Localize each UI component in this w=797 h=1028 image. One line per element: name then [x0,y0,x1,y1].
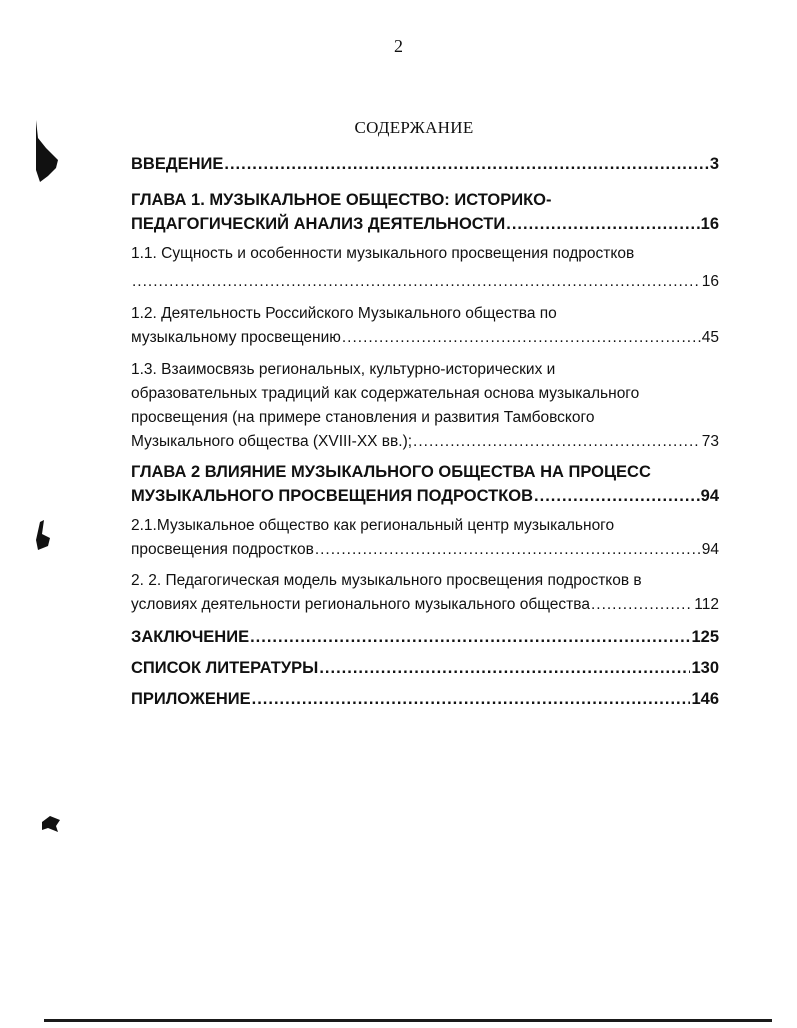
toc-page-number: 94 [701,541,719,558]
toc-entry-title-line: ПЕДАГОГИЧЕСКИЙ АНАЛИЗ ДЕЯТЕЛЬНОСТИ [131,215,506,233]
toc-entry-section-2-1[interactable] [131,514,719,562]
toc-entry-title-line: просвещения (на примере становления и развития Тамбовского [131,409,595,426]
page-bottom-rule [44,1019,772,1022]
scan-mark-mid-left [34,520,54,552]
toc-entry-references[interactable] [131,656,719,680]
contents-heading: СОДЕРЖАНИЕ [354,118,474,137]
scan-mark-low-left [40,814,62,834]
toc-entry-title: СПИСОК ЛИТЕРАТУРЫ [131,659,319,677]
leader-dots [224,152,708,176]
leader-dots [506,212,699,236]
toc-entry-appendix[interactable] [131,687,719,711]
toc-entry-title: ЗАКЛЮЧЕНИЕ [131,628,250,646]
toc-page-number: 16 [700,215,719,233]
page-number: 2 [394,36,403,56]
toc-entry-title-line: ГЛАВА 1. МУЗЫКАЛЬНОЕ ОБЩЕСТВО: ИСТОРИКО- [131,191,552,209]
leader-dots [534,484,700,508]
toc-entry-title-line: 2. 2. Педагогическая модель музыкального просвещения подростков в [131,572,642,589]
toc-entry-section-2-2[interactable] [131,569,719,617]
toc-entry-title-line: Музыкального общества (XVIII-XX вв.); [131,433,413,450]
leader-dots [413,430,701,454]
toc-page-number: 45 [701,329,719,346]
toc-page-number: 94 [700,487,719,505]
toc-entry-chapter-1[interactable] [131,188,719,236]
toc-page-number: 125 [691,628,719,646]
scan-mark-top-left [32,120,62,182]
toc-entry-chapter-2[interactable] [131,460,719,508]
toc-page-number: 112 [694,596,719,613]
toc-entry-title-line: музыкальному просвещению [131,329,341,346]
table-of-contents [131,150,719,711]
toc-entry-title-line: 2.1.Музыкальное общество как региональный центр музыкального [131,517,615,534]
leader-dots [591,593,693,617]
toc-page-number: 130 [691,659,719,677]
toc-entry-title-line: ГЛАВА 2 ВЛИЯНИЕ МУЗЫКАЛЬНОГО ОБЩЕСТВА НА ПРОЦЕСС [131,463,651,481]
toc-page-number: 73 [701,433,719,450]
toc-entry-title-line: просвещения подростков [131,541,314,558]
leader-dots [132,270,701,294]
leader-dots [342,326,701,350]
toc-entry-section-1-2[interactable] [131,302,719,350]
toc-page-number: 146 [691,690,719,708]
toc-entry-section-1-1[interactable] [131,242,719,294]
leader-dots [252,687,691,711]
toc-entry-section-1-3[interactable] [131,358,719,454]
toc-entry-conclusion[interactable] [131,625,719,649]
toc-entry-title-line: 1.1. Сущность и особенности музыкального просвещения подростков [131,245,635,262]
toc-entry-title-line: 1.3. Взаимосвязь региональных, культурно-исторических и [131,361,556,378]
toc-page-number: 3 [709,155,719,173]
toc-entry-intro[interactable] [131,152,719,176]
leader-dots [315,538,701,562]
toc-entry-title-line: образовательных традиций как содержательная основа музыкального [131,385,640,402]
leader-dots [319,656,690,680]
leader-dots [250,625,690,649]
toc-entry-title: ПРИЛОЖЕНИЕ [131,690,251,708]
toc-entry-title-line: условиях деятельности регионального музыкального общества [131,596,590,613]
toc-entry-title: ВВЕДЕНИЕ [131,155,224,173]
toc-page-number: 16 [701,273,719,290]
toc-entry-title-line: 1.2. Деятельность Российского Музыкального общества по [131,305,557,322]
toc-entry-title-line: МУЗЫКАЛЬНОГО ПРОСВЕЩЕНИЯ ПОДРОСТКОВ [131,487,534,505]
